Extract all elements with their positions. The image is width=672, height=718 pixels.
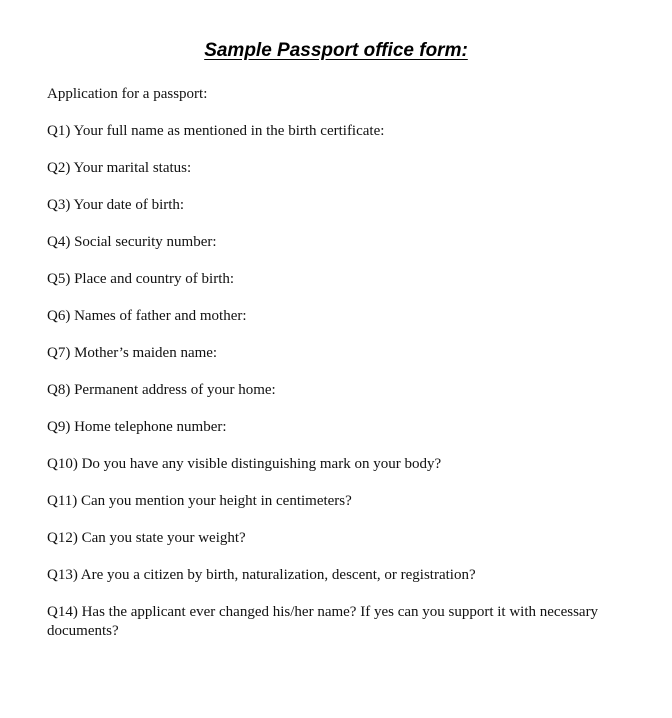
question-6: Q6) Names of father and mother:: [47, 308, 247, 324]
question-8: Q8) Permanent address of your home:: [47, 382, 276, 398]
question-7: Q7) Mother’s maiden name:: [47, 345, 218, 361]
form-intro: Application for a passport:: [47, 86, 208, 102]
question-14: Q14) Has the applicant ever changed his/her name? If yes can you support it with necessary documents?: [47, 604, 599, 639]
question-4: Q4) Social security number:: [47, 234, 217, 250]
form-title: Sample Passport office form:: [204, 40, 468, 61]
question-3: Q3) Your date of birth:: [47, 197, 185, 213]
question-12: Q12) Can you state your weight?: [47, 530, 246, 546]
question-9: Q9) Home telephone number:: [47, 419, 227, 435]
question-5: Q5) Place and country of birth:: [47, 271, 235, 287]
question-11: Q11) Can you mention your height in centimeters?: [47, 493, 352, 509]
question-10: Q10) Do you have any visible distinguishing mark on your body?: [47, 456, 442, 472]
question-13: Q13) Are you a citizen by birth, naturalization, descent, or registration?: [47, 567, 476, 583]
question-1: Q1) Your full name as mentioned in the birth certificate:: [47, 123, 385, 139]
question-2: Q2) Your marital status:: [47, 160, 192, 176]
